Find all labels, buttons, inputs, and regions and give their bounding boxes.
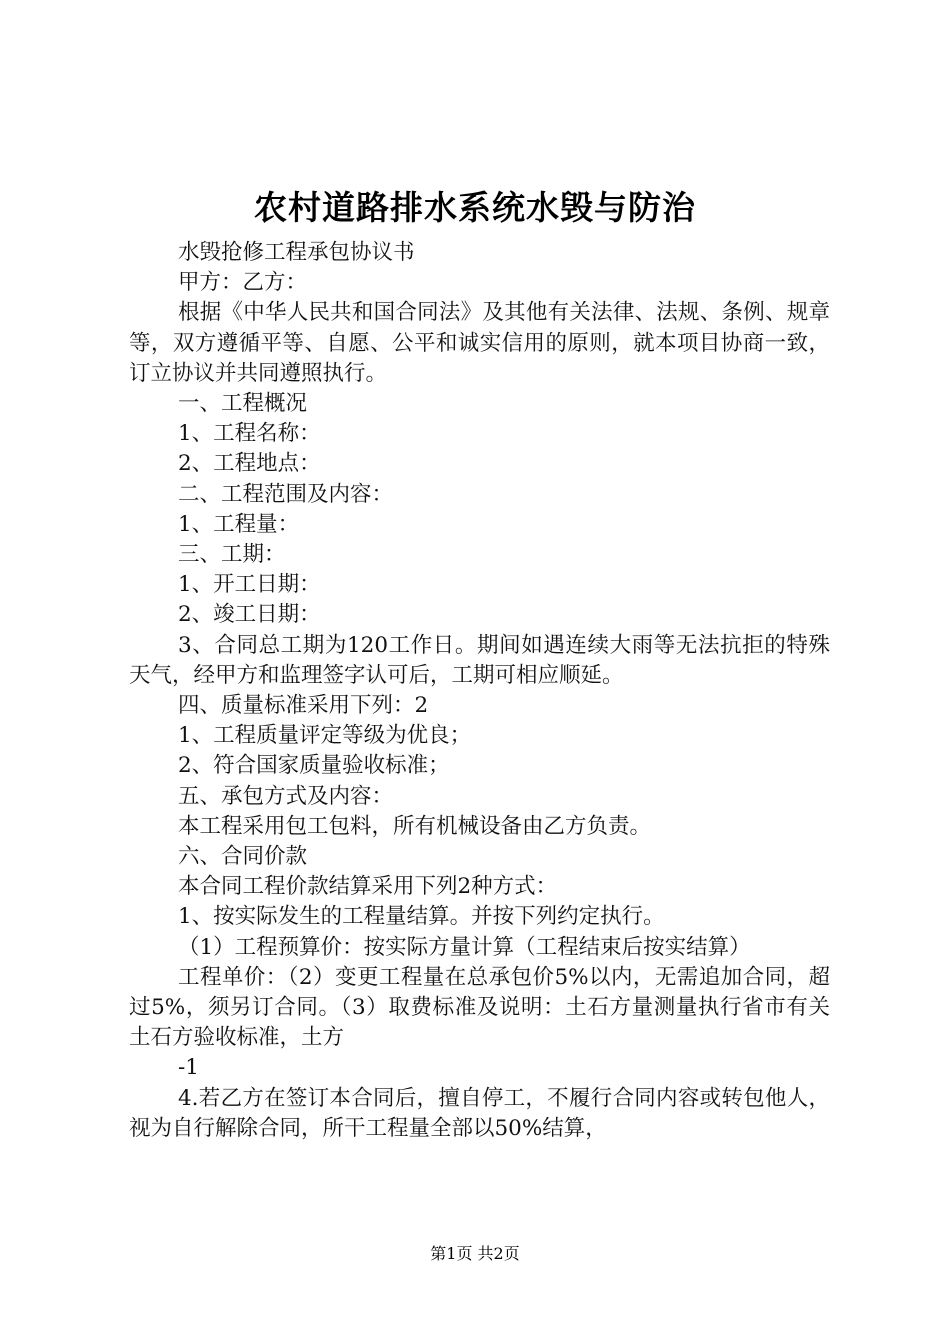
document-title: 农村道路排水系统水毁与防治	[254, 188, 696, 227]
completion-date-line: 2、竣工日期：	[178, 602, 321, 628]
budget-price-paragraph: （1）工程预算价：按实际方量计算（工程结束后按实结算）	[178, 934, 751, 960]
section-heading-schedule: 三、工期：	[178, 542, 286, 568]
section-heading-price: 六、合同价款	[178, 844, 308, 870]
settlement-method-line: 本合同工程价款结算采用下列2种方式：	[178, 874, 558, 900]
section-heading-quality: 四、质量标准采用下列：2	[178, 693, 429, 719]
agreement-heading: 水毁抢修工程承包协议书	[178, 240, 415, 265]
quality-item-2: 2、符合国家质量验收标准；	[178, 753, 450, 779]
project-location-line: 2、工程地点：	[178, 451, 321, 477]
settlement-item-1: 1、按实际发生的工程量结算。并按下列约定执行。	[178, 904, 665, 930]
quality-item-1: 1、工程质量评定等级为优良；	[178, 723, 472, 749]
unit-price-paragraph: 工程单价：（2）变更工程量在总承包价5%以内，无需追加合同，超过5%，须另订合同。（3）取费标准及说明：土石方量测量执行省市有关土石方验收标准，土方	[129, 964, 830, 1051]
section-heading-scope: 二、工程范围及内容：	[178, 481, 394, 507]
contract-method-line: 本工程采用包工包料，所有机械设备由乙方负责。	[178, 813, 652, 839]
section-heading-contract-method: 五、承包方式及内容：	[178, 783, 394, 809]
duration-paragraph: 3、合同总工期为120工作日。期间如遇连续大雨等无法抗拒的特殊天气，经甲方和监理签字认可后，工期可相应顺延。	[129, 632, 830, 688]
quantity-line: 1、工程量：	[178, 511, 300, 537]
breach-clause-paragraph: 4.若乙方在签订本合同后，擅自停工，不履行合同内容或转包他人，视为自行解除合同，所干工程量全部以50%结算，	[129, 1085, 830, 1141]
page-marker-line: -1	[178, 1055, 199, 1081]
project-name-line: 1、工程名称：	[178, 421, 321, 447]
preamble-paragraph: 根据《中华人民共和国合同法》及其他有关法律、法规、条例、规章等，双方遵循平等、自愿、公平和诚实信用的原则，就本项目协商一致，订立协议并共同遵照执行。	[129, 300, 830, 386]
section-heading-overview: 一、工程概况	[178, 391, 308, 417]
start-date-line: 1、开工日期：	[178, 572, 321, 598]
parties-line: 甲方：乙方：	[178, 270, 308, 296]
document-body	[129, 238, 830, 1144]
page-footer: 第1页 共2页	[430, 1244, 520, 1263]
